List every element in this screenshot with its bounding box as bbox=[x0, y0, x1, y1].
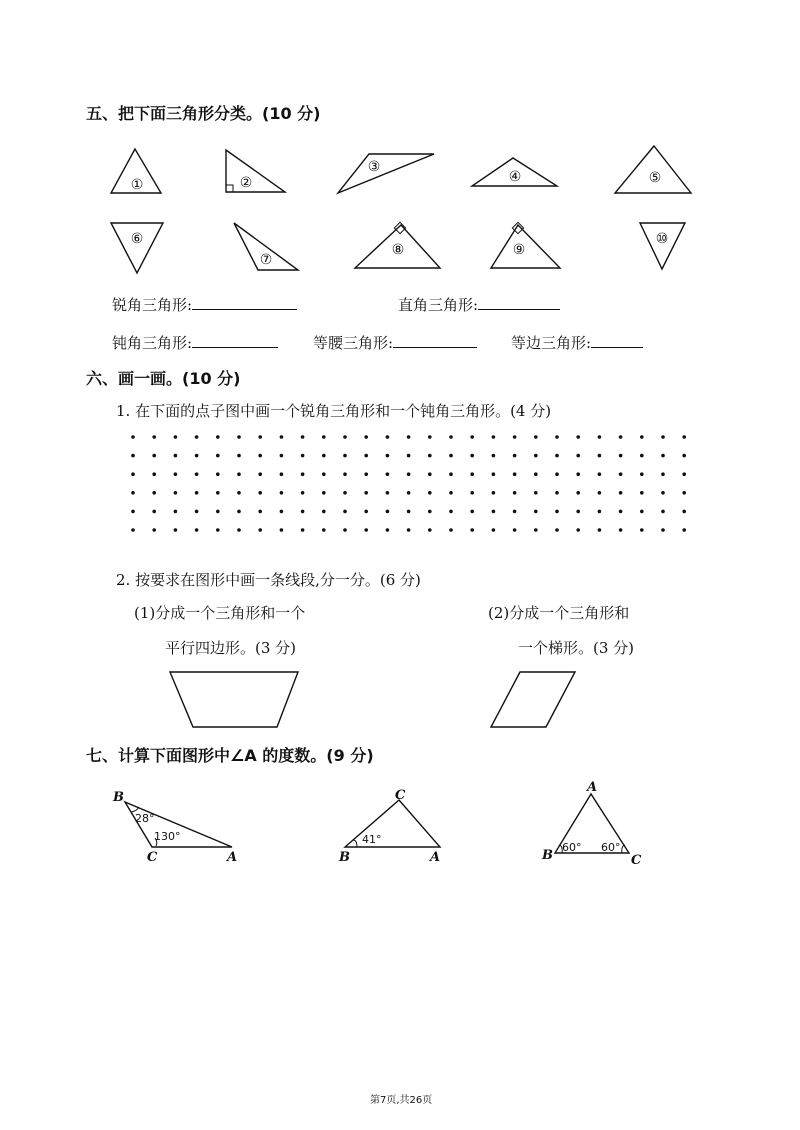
question-6-2b-line1: (2)分成一个三角形和 bbox=[488, 604, 630, 622]
question-6-2: 2. 按要求在图形中画一条线段,分一分。(6 分) bbox=[116, 571, 421, 589]
fig1-vertex-B: B bbox=[113, 790, 124, 805]
triangle-10-label: ⑩ bbox=[655, 231, 669, 247]
fig1-angle-28: 28° bbox=[135, 812, 155, 825]
fig1-vertex-A: A bbox=[227, 850, 238, 865]
question-6-1: 1. 在下面的点子图中画一个锐角三角形和一个钝角三角形。(4 分) bbox=[116, 402, 552, 420]
right-label: 直角三角形: bbox=[398, 296, 479, 314]
triangle-5-label: ⑤ bbox=[648, 170, 662, 186]
section-5-title: 五、把下面三角形分类。(10 分) bbox=[86, 104, 321, 123]
triangle-2-label: ② bbox=[239, 175, 253, 191]
fig2-vertex-C: C bbox=[395, 788, 406, 803]
figure-2-triangle bbox=[345, 800, 440, 847]
triangle-7-label: ⑦ bbox=[259, 252, 273, 268]
section-7-title: 七、计算下面图形中∠A 的度数。(9 分) bbox=[86, 746, 374, 765]
fig2-angle-41: 41° bbox=[362, 833, 382, 846]
triangle-3-label: ③ bbox=[367, 159, 381, 175]
obtuse-label: 钝角三角形: bbox=[112, 334, 193, 352]
question-6-2a-line2: 平行四边形。(3 分) bbox=[165, 639, 297, 657]
fig3-vertex-C: C bbox=[631, 853, 642, 868]
fig3-angle-60-left: 60° bbox=[562, 841, 582, 854]
triangle-1-label: ① bbox=[130, 177, 144, 193]
section-6-title: 六、画一画。(10 分) bbox=[86, 369, 241, 388]
fig3-vertex-B: B bbox=[542, 848, 553, 863]
triangle-9-label: ⑨ bbox=[512, 242, 526, 258]
page-footer: 第7页,共26页 bbox=[370, 1095, 433, 1106]
fig2-vertex-B: B bbox=[339, 850, 350, 865]
equilateral-label: 等边三角形: bbox=[511, 334, 592, 352]
question-6-2a-line1: (1)分成一个三角形和一个 bbox=[134, 604, 306, 622]
isosceles-label: 等腰三角形: bbox=[313, 334, 394, 352]
triangle-6-label: ⑥ bbox=[130, 231, 144, 247]
figure-2-angle-arc bbox=[353, 840, 357, 847]
triangle-4-label: ④ bbox=[508, 169, 522, 185]
fig3-angle-60-right: 60° bbox=[601, 841, 621, 854]
fig3-vertex-A: A bbox=[587, 780, 598, 795]
fig1-vertex-C: C bbox=[147, 850, 158, 865]
fig1-angle-130: 130° bbox=[154, 830, 181, 843]
fig2-vertex-A: A bbox=[430, 850, 441, 865]
acute-label: 锐角三角形: bbox=[112, 296, 193, 314]
triangle-8-label: ⑧ bbox=[391, 242, 405, 258]
question-6-2b-line2: 一个梯形。(3 分) bbox=[518, 639, 635, 657]
